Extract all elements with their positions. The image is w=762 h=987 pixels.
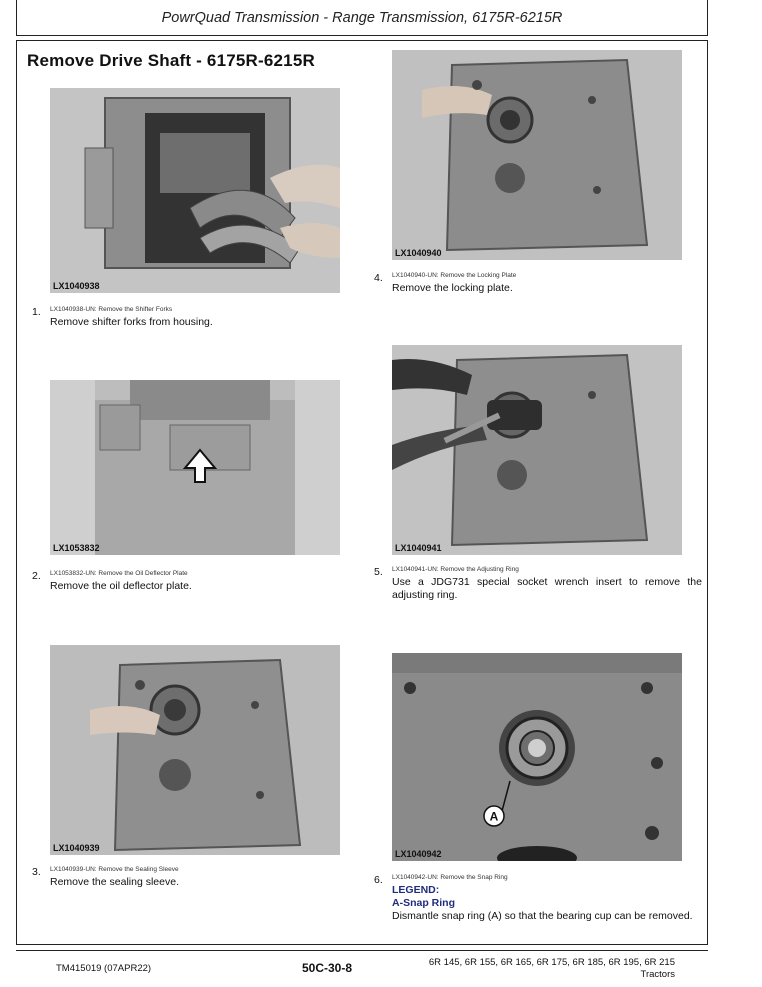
- footer-divider: [16, 950, 708, 951]
- legend-label: LEGEND:: [392, 884, 440, 896]
- step-caption: LX1040942-UN: Remove the Snap Ring: [392, 874, 508, 881]
- footer-models: [415, 957, 675, 981]
- step-caption: LX1053832-UN: Remove the Oil Deflector Plate: [50, 570, 188, 577]
- step-number: 1.: [32, 306, 41, 318]
- step-text: Remove the locking plate.: [392, 282, 513, 294]
- photo-id: LX1040941: [395, 543, 442, 553]
- step-caption: LX1040939-UN: Remove the Sealing Sleeve: [50, 866, 179, 873]
- step-number: 6.: [374, 874, 383, 886]
- footer-models-line2: Tractors: [640, 969, 675, 980]
- footer-models-line1: 6R 145, 6R 155, 6R 165, 6R 175, 6R 185, 6R 195, 6R 215: [428, 957, 675, 968]
- callout-a: A: [489, 809, 499, 824]
- step-caption: LX1040938-UN: Remove the Shifter Forks: [50, 306, 173, 313]
- step-text: Remove the oil deflector plate.: [50, 580, 192, 592]
- photo-shifter-forks: [50, 88, 340, 293]
- photo-locking-plate: [392, 50, 682, 260]
- step-number: 3.: [32, 866, 41, 878]
- photo-oil-deflector: [50, 380, 340, 555]
- section-title: Remove Drive Shaft - 6175R-6215R: [27, 51, 315, 70]
- page-header: [16, 0, 708, 36]
- header-title: PowrQuad Transmission - Range Transmission, 6175R-6215R: [161, 10, 563, 26]
- step-text: Dismantle snap ring (A) so that the bearing cup can be removed.: [392, 910, 693, 922]
- photo-id: LX1053832: [53, 543, 100, 553]
- footer-doc-id: TM415019 (07APR22): [56, 963, 152, 974]
- step-number: 2.: [32, 570, 41, 582]
- step-caption: LX1040940-UN: Remove the Locking Plate: [392, 272, 517, 279]
- photo-id: LX1040939: [53, 843, 100, 853]
- photo-snap-ring: [392, 653, 682, 861]
- photo-id: LX1040940: [395, 248, 442, 258]
- step-number: 5.: [374, 566, 383, 578]
- photo-sealing-sleeve: [50, 645, 340, 855]
- step-number: 4.: [374, 272, 383, 284]
- step-text: Remove the sealing sleeve.: [50, 876, 179, 888]
- step-text: Remove shifter forks from housing.: [50, 316, 213, 328]
- legend-item: A-Snap Ring: [392, 897, 455, 909]
- photo-id: LX1040942: [395, 849, 442, 859]
- photo-id: LX1040938: [53, 281, 100, 291]
- footer-page-number: 50C-30-8: [302, 961, 353, 975]
- step-caption: LX1040941-UN: Remove the Adjusting Ring: [392, 566, 519, 573]
- step-text: Use a JDG731 special socket wrench insert to remove the adjusting ring.: [392, 576, 702, 601]
- photo-adjusting-ring: [392, 345, 682, 555]
